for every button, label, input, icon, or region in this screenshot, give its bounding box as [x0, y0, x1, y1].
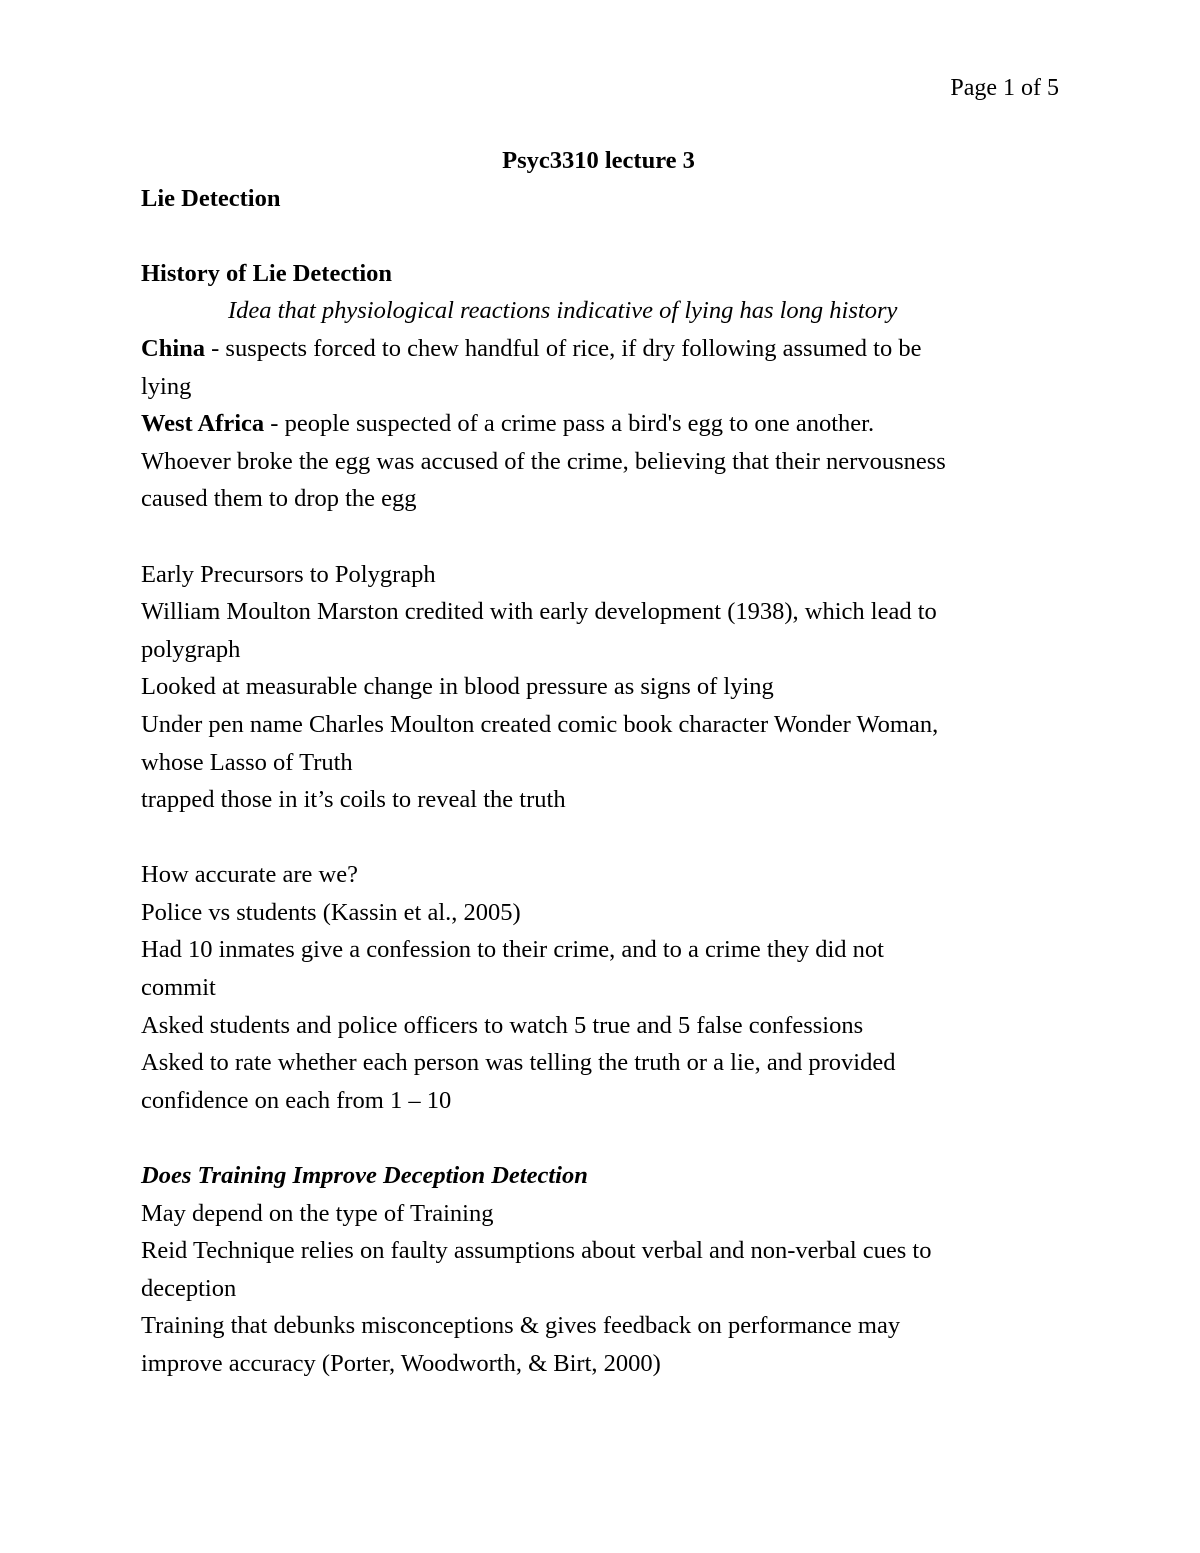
training-line: May depend on the type of Training — [141, 1199, 494, 1227]
training-line: Training that debunks misconceptions & gives feedback on performance may — [141, 1312, 901, 1340]
china-line — [141, 330, 1061, 368]
training-line: Reid Technique relies on faulty assumptions about verbal and non-verbal cues to — [141, 1237, 932, 1265]
precursors-line: Looked at measurable change in blood pressure as signs of lying — [141, 673, 774, 701]
document-body — [141, 142, 1061, 1383]
spacer — [141, 1119, 1061, 1157]
spacer — [141, 518, 1061, 556]
precursors-heading: Early Precursors to Polygraph — [141, 560, 436, 588]
accuracy-line: Asked students and police officers to watch 5 true and 5 false confessions — [141, 1011, 864, 1039]
accuracy-line: Police vs students (Kassin et al., 2005) — [141, 898, 521, 926]
accuracy-line: Had 10 inmates give a confession to their crime, and to a crime they did not — [141, 936, 884, 964]
page-number: Page 1 of 5 — [950, 75, 1059, 101]
precursors-line: Under pen name Charles Moulton created comic book character Wonder Woman, — [141, 710, 939, 738]
document-title: Psyc3310 lecture 3 — [502, 147, 695, 174]
accuracy-line: commit — [141, 974, 216, 1002]
training-heading: Does Training Improve Deception Detection — [141, 1162, 588, 1190]
west-africa-line-continued: Whoever broke the egg was accused of the crime, believing that their nervousness — [141, 447, 946, 475]
china-text: - suspects forced to chew handful of rice, if dry following assumed to be — [205, 334, 922, 362]
precursors-line: William Moulton Marston credited with early development (1938), which lead to — [141, 598, 937, 626]
accuracy-line: confidence on each from 1 – 10 — [141, 1086, 452, 1114]
spacer — [141, 217, 1061, 255]
china-label: China — [141, 334, 206, 362]
china-line-continued: lying — [141, 372, 192, 400]
accuracy-heading: How accurate are we? — [141, 861, 358, 889]
training-line: improve accuracy (Porter, Woodworth, & Birt, 2000) — [141, 1350, 661, 1377]
west-africa-label: West Africa — [141, 410, 265, 438]
topic-heading: Lie Detection — [141, 184, 281, 212]
training-line: deception — [141, 1274, 237, 1302]
precursors-line: polygraph — [141, 635, 241, 663]
precursors-line: trapped those in it’s coils to reveal the truth — [141, 786, 566, 814]
history-heading: History of Lie Detection — [141, 259, 393, 287]
west-africa-line — [141, 405, 1061, 443]
spacer — [141, 819, 1061, 857]
accuracy-line: Asked to rate whether each person was telling the truth or a lie, and provided — [141, 1049, 896, 1077]
precursors-line: whose Lasso of Truth — [141, 748, 353, 776]
west-africa-text: - people suspected of a crime pass a bird's egg to one another. — [264, 410, 875, 438]
history-subtitle: Idea that physiological reactions indicative of lying has long history — [228, 297, 898, 325]
west-africa-line-continued: caused them to drop the egg — [141, 485, 417, 513]
